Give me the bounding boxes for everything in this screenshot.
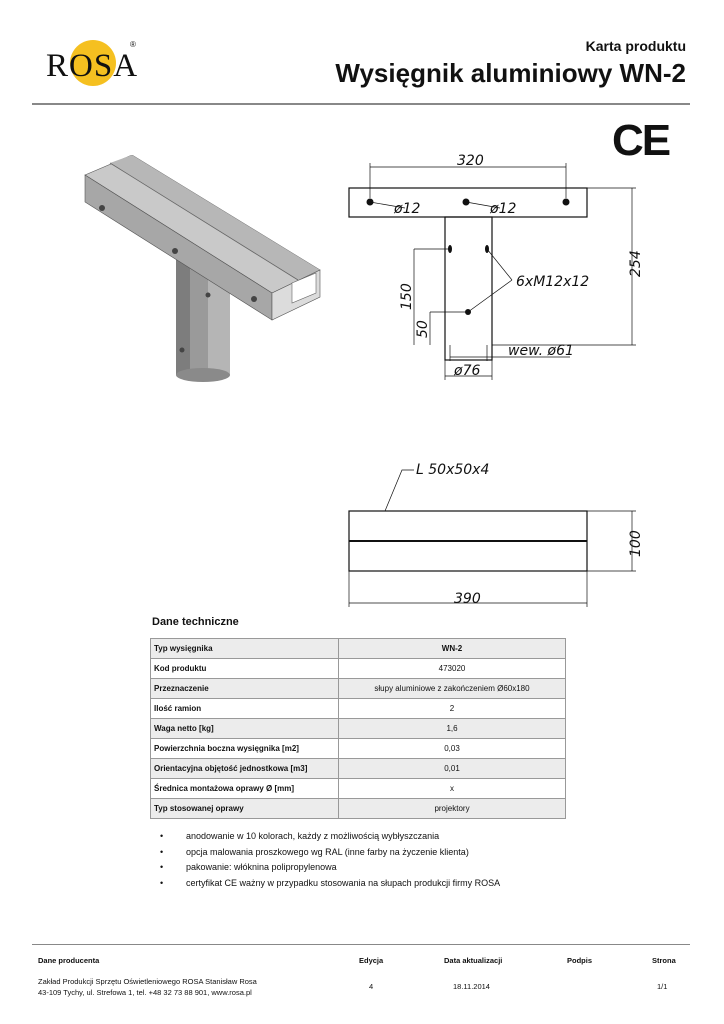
table-row [151, 679, 566, 699]
spec-value: WN-2 [339, 639, 566, 659]
technical-drawing-front [330, 145, 660, 385]
spec-value: 1,6 [339, 719, 566, 739]
note-text: certyfikat CE ważny w przypadku stosowania na słupach produkcji firmy ROSA [186, 877, 501, 888]
dim-390-label: 390 [454, 591, 481, 607]
spec-value: x [339, 779, 566, 799]
note-text: pakowanie: włóknina polipropylenowa [186, 862, 337, 872]
updated-heading: Data aktualizacji [444, 956, 503, 965]
dim-width-label: 320 [457, 153, 484, 169]
signature-heading: Podpis [567, 956, 593, 965]
spec-value: 0,01 [339, 759, 566, 779]
table-row [151, 739, 566, 759]
page-value: 1/1 [657, 982, 668, 991]
spec-key: Powierzchnia boczna wysięgnika [m2] [151, 739, 339, 759]
spec-value: 473020 [339, 659, 566, 679]
edition-value: 4 [369, 982, 374, 991]
bolts-label: 6xM12x12 [516, 274, 590, 290]
hole-a-label: ø12 [394, 201, 421, 217]
bullet-icon: • [160, 831, 164, 841]
specs-table [150, 638, 566, 819]
spec-key: Kod produktu [151, 659, 339, 679]
spec-value: 0,03 [339, 739, 566, 759]
dim-height-label: 254 [628, 250, 644, 277]
note-text: anodowanie w 10 kolorach, każdy z możliwością wybłyszczania [186, 831, 440, 841]
spec-key: Typ stosowanej oprawy [151, 799, 339, 819]
note-text: opcja malowania proszkowego wg RAL (inne farby na życzenie klienta) [186, 846, 469, 857]
spec-value: projektory [339, 799, 566, 819]
table-row [151, 659, 566, 679]
table-row [151, 799, 566, 819]
producer-heading: Dane producenta [38, 956, 100, 965]
table-row [151, 759, 566, 779]
specs-section-title: Dane techniczne [152, 616, 239, 628]
table-row [151, 639, 566, 659]
table-row [151, 699, 566, 719]
updated-value: 18.11.2014 [453, 982, 490, 991]
spec-key: Ilość ramion [151, 699, 339, 719]
table-row [151, 779, 566, 799]
page-title: Wysięgnik aluminiowy WN-2 [335, 58, 686, 88]
producer-line-1: Zakład Produkcji Sprzętu Oświetleniowego ROSA Stanisław Rosa [38, 977, 257, 986]
list-item [160, 831, 500, 847]
list-item [160, 878, 500, 894]
hole-b-label: ø12 [490, 201, 517, 217]
notes-list [160, 831, 500, 893]
bullet-icon: • [160, 846, 164, 857]
spec-key: Przeznaczenie [151, 679, 339, 699]
spec-value: słupy aluminiowe z zakończeniem Ø60x180 [339, 679, 566, 699]
logo-registered-mark: ® [130, 40, 136, 49]
dim-100-label: 100 [628, 530, 644, 557]
list-item [160, 847, 500, 863]
outer-diameter-label: ø76 [454, 363, 481, 379]
technical-drawing-side [330, 455, 660, 610]
spec-key: Typ wysięgnika [151, 639, 339, 659]
footer-divider [32, 944, 690, 945]
list-item [160, 862, 500, 878]
page-heading: Strona [652, 956, 676, 965]
inner-diameter-label: wew. ø61 [508, 343, 574, 359]
spec-value: 2 [339, 699, 566, 719]
dim-50-label: 50 [415, 320, 431, 338]
spec-key: Średnica montażowa oprawy Ø [mm] [151, 779, 339, 799]
profile-label: L 50x50x4 [416, 462, 490, 478]
logo: ROSA [46, 48, 139, 84]
spec-key: Waga netto [kg] [151, 719, 339, 739]
bracket-pipe-outline [445, 217, 492, 360]
header-divider [32, 103, 690, 105]
bullet-icon: • [160, 862, 164, 872]
ce-mark: CE [612, 116, 670, 165]
table-row [151, 719, 566, 739]
product-illustration [80, 155, 330, 385]
producer-line-2: 43-109 Tychy, ul. Strefowa 1, tel. +48 32 73 88 901, www.rosa.pl [38, 988, 252, 997]
dim-150-label: 150 [399, 283, 415, 310]
document-type: Karta produktu [585, 38, 686, 54]
edition-heading: Edycja [359, 956, 384, 965]
spec-key: Orientacyjna objętość jednostkowa [m3] [151, 759, 339, 779]
bullet-icon: • [160, 877, 164, 888]
